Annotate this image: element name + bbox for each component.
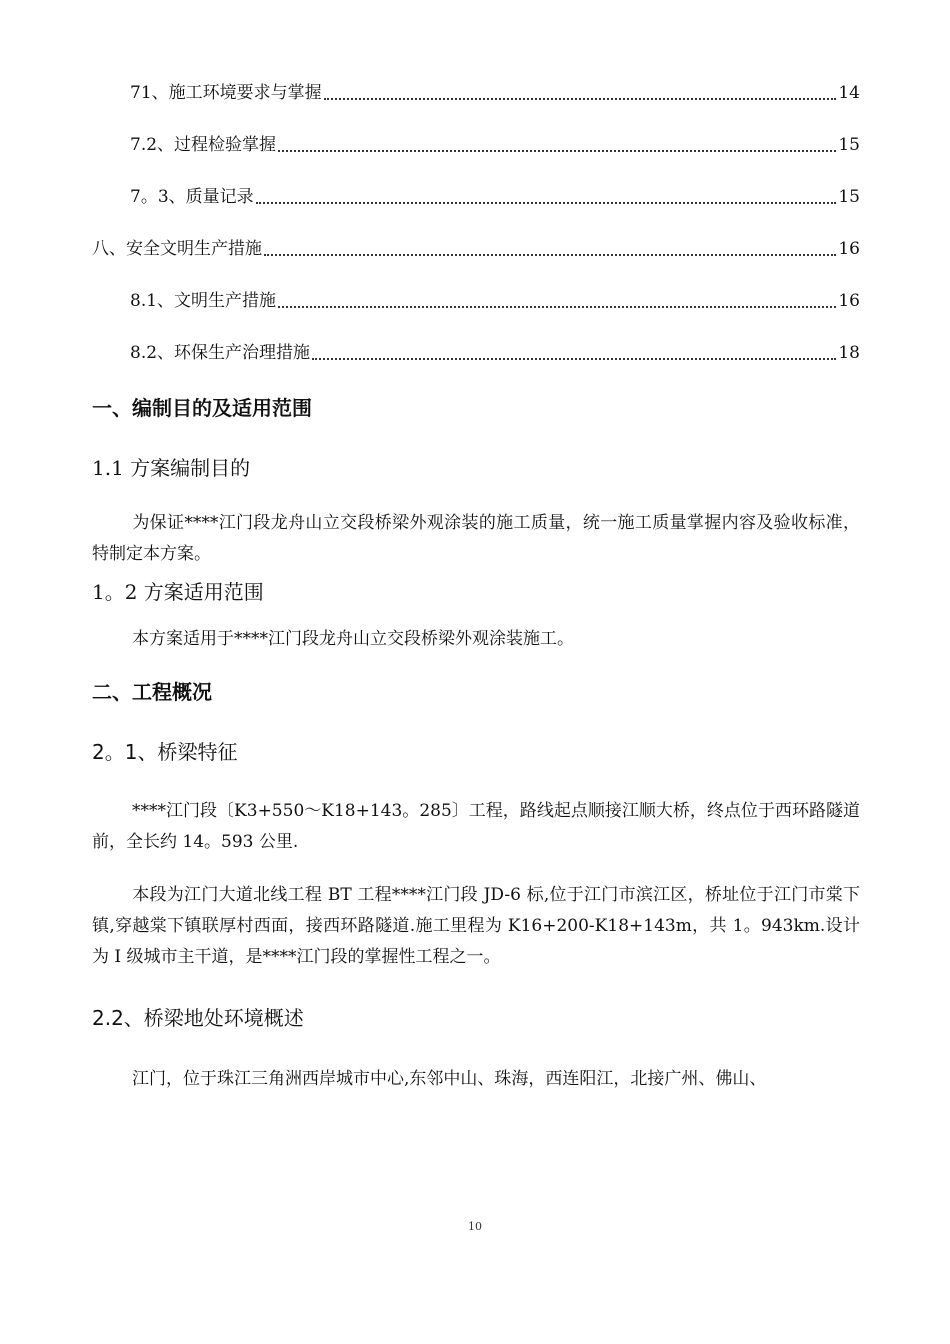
toc-entry-title: 8.2、环保生产治理措施 [130,343,311,363]
toc-leader [278,150,836,152]
page-number: 10 [468,1220,482,1233]
toc-entry[interactable] [130,340,860,366]
paragraph [92,624,860,655]
paragraph [92,796,860,858]
toc-leader [278,306,836,308]
toc-entry-page: 14 [838,83,860,103]
toc-entry[interactable] [130,80,860,106]
paragraph [92,508,860,570]
toc-leader [324,98,837,100]
toc-leader [256,202,837,204]
subsection-heading: 2。1、桥梁特征 [92,740,238,764]
paragraph-text: ****江门段〔K3+550～K18+143。285〕工程，路线起点顺接江顺大桥，终点位于西环路隧道前，全长约 14。593 公里. [92,801,860,852]
subsection-heading: 2.2、桥梁地处环境概述 [92,1006,304,1030]
toc-entry-title: 7。3、质量记录 [130,187,254,207]
toc-leader [264,254,836,256]
toc-entry[interactable] [92,236,860,262]
paragraph-text: 为保证****江门段龙舟山立交段桥梁外观涂装的施工质量，统一施工质量掌握内容及验收标准，特制定本方案。 [92,513,860,564]
toc-entry-title: 8.1、文明生产措施 [130,291,277,311]
subsection-heading: 1.1 方案编制目的 [92,456,251,480]
toc-entry[interactable] [130,184,860,210]
toc-entry-page: 15 [838,135,860,155]
subsection-heading: 1。2 方案适用范围 [92,580,264,604]
toc-entry-title: 八、安全文明生产措施 [92,239,262,259]
toc-entry-page: 18 [838,343,860,363]
paragraph-text: 江门，位于珠江三角洲西岸城市中心,东邻中山、珠海，西连阳江，北接广州、佛山、 [132,1069,767,1089]
section-heading: 一、编制目的及适用范围 [92,396,312,420]
toc-entry[interactable] [130,132,860,158]
toc-entry-page: 15 [838,187,860,207]
toc-entry[interactable] [130,288,860,314]
section-heading: 二、工程概况 [92,680,212,704]
paragraph [92,880,860,973]
paragraph-text: 本段为江门大道北线工程 BT 工程****江门段 JD-6 标,位于江门市滨江区，桥址位于江门市棠下镇,穿越棠下镇联厚村西面，接西环路隧道.施工里程为 K16+200-K18+143m，共 1。943km.设计为 I 级城市主干道，是****江门段的掌握性工程之一。 [92,885,860,967]
toc-entry-page: 16 [838,291,860,311]
paragraph [92,1064,860,1095]
paragraph-text: 本方案适用于****江门段龙舟山立交段桥梁外观涂装施工。 [132,629,574,649]
toc-leader [312,358,836,360]
toc-entry-title: 7.2、过程检验掌握 [130,135,277,155]
toc-entry-title: 71、施工环境要求与掌握 [130,83,322,103]
toc-entry-page: 16 [838,239,860,259]
